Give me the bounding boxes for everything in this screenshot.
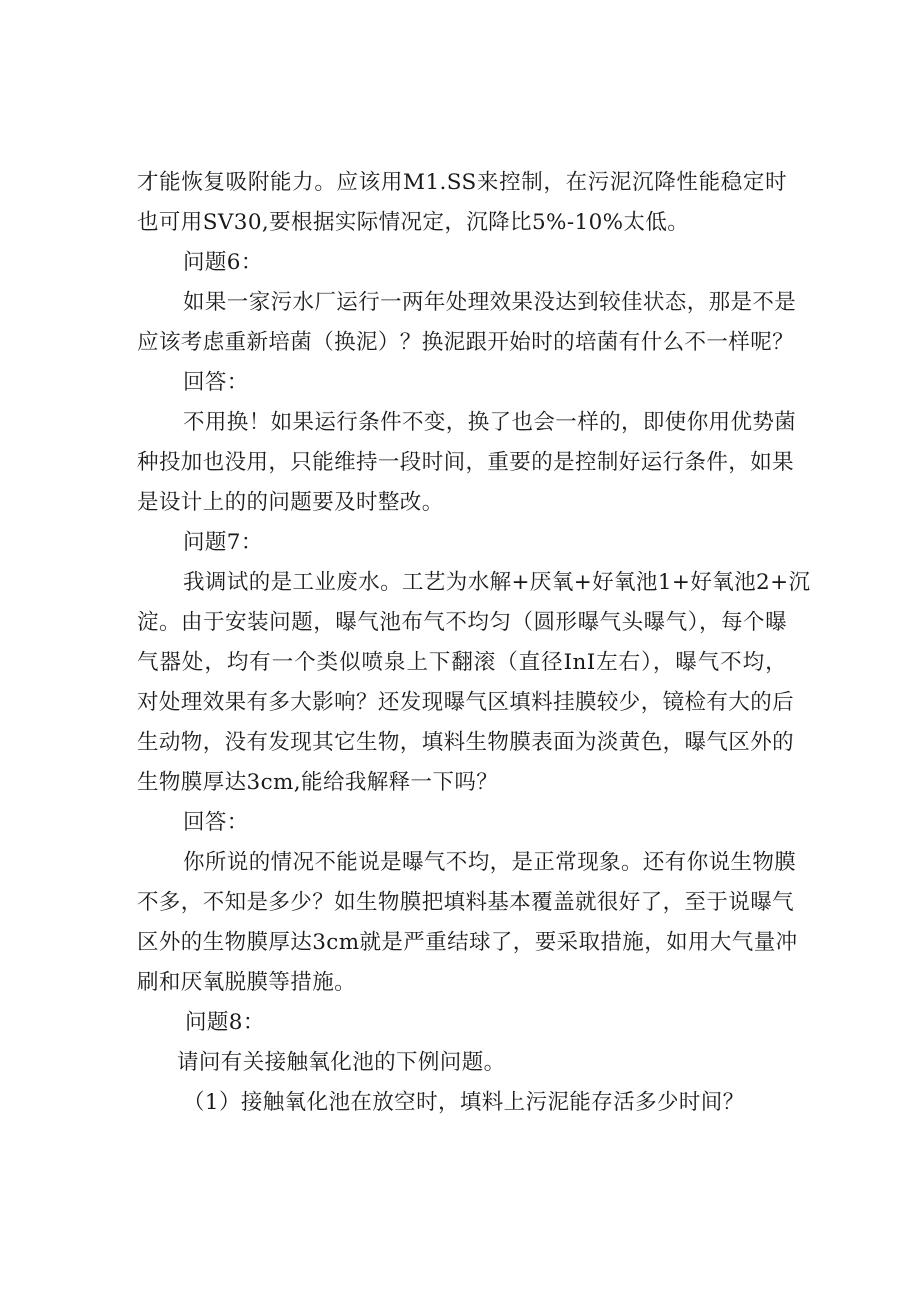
question-heading: 问题8：: [185, 1010, 265, 1035]
text-line: 生物膜厚达3cm,能给我解释一下吗？: [137, 770, 499, 795]
text-line: 应该考虑重新培菌（换泥）？换泥跟开始时的培菌有什么不一样呢？: [137, 330, 795, 355]
text-line: 才能恢复吸附能力。应该用M1.SS来控制，在污泥沉降性能稳定时: [137, 170, 787, 195]
text-line: 我调试的是工业废水。工艺为水解+厌氧+好氧池1+好氧池2+沉: [183, 570, 811, 595]
answer-heading: 回答：: [183, 370, 249, 395]
answer-heading: 回答：: [183, 810, 249, 835]
document-body: [137, 163, 811, 1123]
text-line: 请问有关接触氧化池的下例问题。: [177, 1050, 506, 1075]
text-line: 刷和厌氧脱膜等措施。: [137, 970, 357, 995]
text-line: 生动物，没有发现其它生物，填料生物膜表面为淡黄色，曝气区外的: [137, 730, 795, 755]
text-line: 区外的生物膜厚达3cm就是严重结球了，要采取措施，如用大气量冲: [137, 930, 798, 955]
text-line: 如果一家污水厂运行一两年处理效果没达到较佳状态，那是不是: [183, 290, 797, 315]
text-line: 气器处，均有一个类似喷泉上下翻滚（直径InI左右），曝气不均，: [137, 650, 787, 675]
text-line: 种投加也没用，只能维持一段时间，重要的是控制好运行条件，如果: [137, 450, 795, 475]
list-item: （1）接触氧化池在放空时，填料上污泥能存活多少时间？: [183, 1090, 745, 1115]
text-line: 不多，不知是多少？如生物膜把填料基本覆盖就很好了，至于说曝气: [137, 890, 795, 915]
question-heading: 问题7：: [183, 530, 263, 555]
text-line: 也可用SV30,要根据实际情况定，沉降比5%-10%太低。: [137, 210, 690, 235]
text-line: 对处理效果有多大影响？还发现曝气区填料挂膜较少，镜检有大的后: [137, 690, 795, 715]
question-heading: 问题6：: [183, 250, 263, 275]
text-line: 是设计上的的问题要及时整改。: [137, 490, 444, 515]
text-line: 你所说的情况不能说是曝气不均，是正常现象。还有你说生物膜: [183, 850, 797, 875]
text-line: 淀。由于安装问题，曝气池布气不均匀（圆形曝气头曝气），每个曝: [137, 610, 787, 635]
text-line: 不用换！如果运行条件不变，换了也会一样的，即使你用优势菌: [183, 410, 797, 435]
